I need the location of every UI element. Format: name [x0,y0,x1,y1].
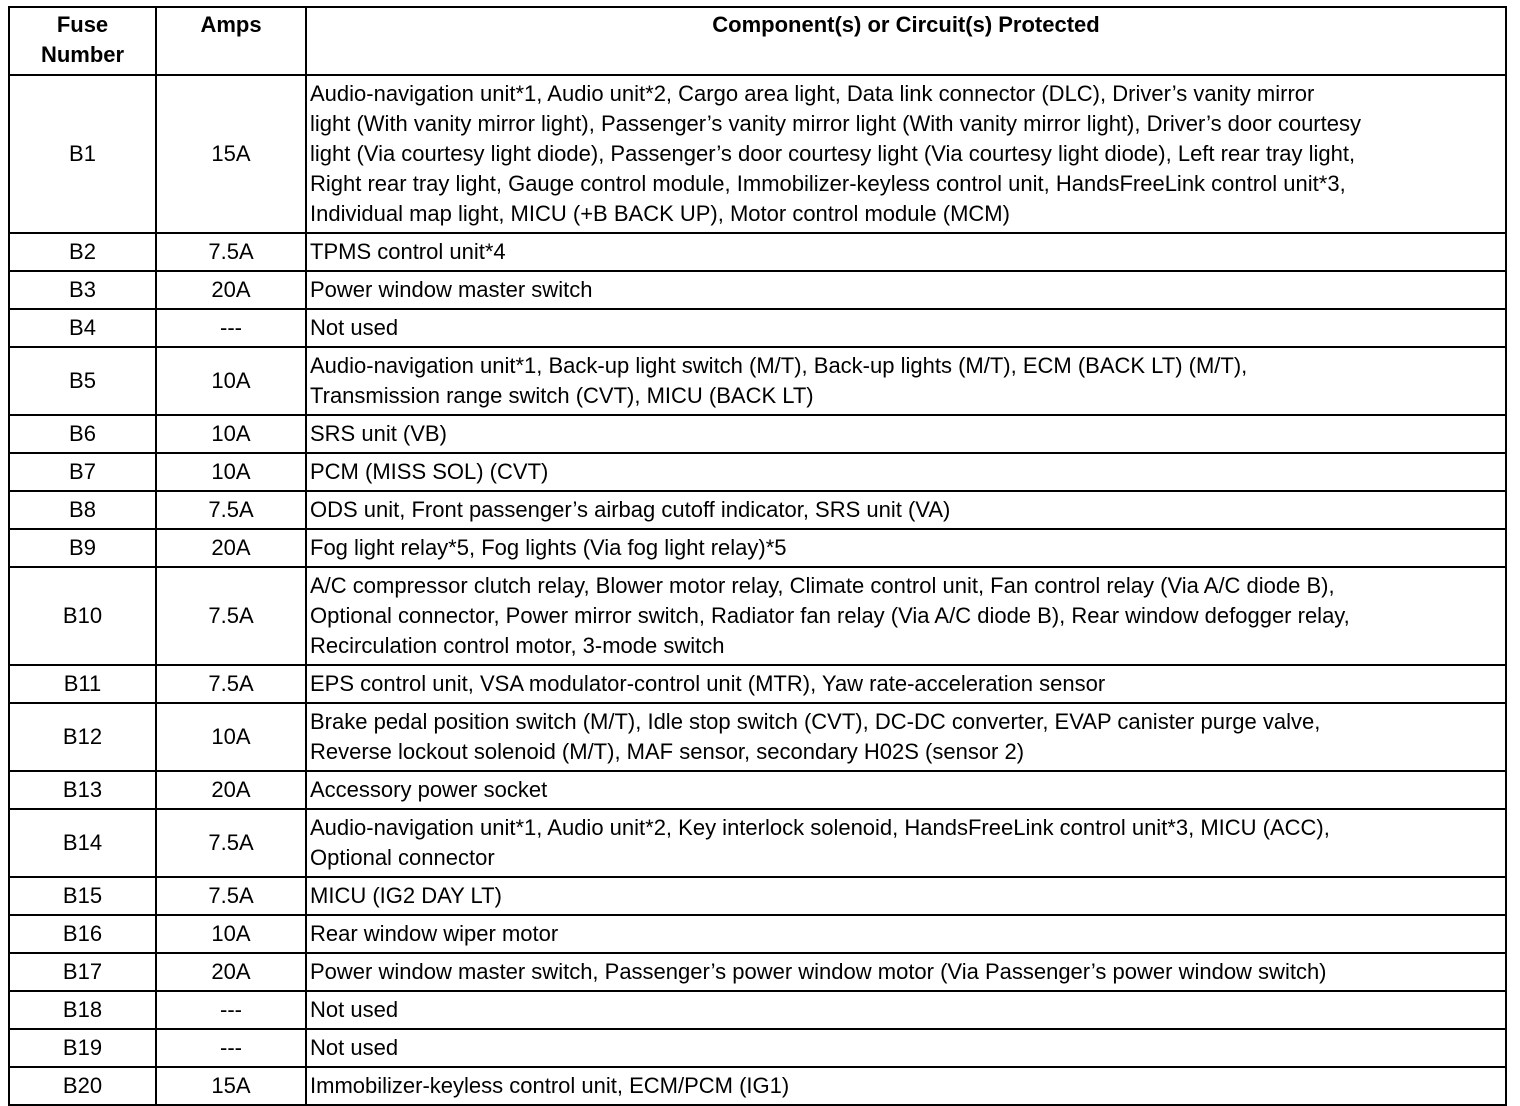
components-cell: ODS unit, Front passenger’s airbag cutoff indicator, SRS unit (VA) [306,491,1506,529]
components-cell: Power window master switch [306,271,1506,309]
components-cell: Not used [306,309,1506,347]
components-cell: A/C compressor clutch relay, Blower motor relay, Climate control unit, Fan control relay (Via A/C diode B), Optional connector, Power mirror switch, Radiator fan relay (Via A/C diode B), Rear window defogger relay, Recirculation control motor, 3-mode switch [306,567,1506,665]
components-cell: Immobilizer-keyless control unit, ECM/PCM (IG1) [306,1067,1506,1105]
amps-cell: 7.5A [156,809,306,877]
components-cell: Not used [306,1029,1506,1067]
header-components: Component(s) or Circuit(s) Protected [306,7,1506,75]
fuse-number-cell: B1 [9,75,156,233]
components-cell: Accessory power socket [306,771,1506,809]
table-row [9,453,1506,491]
components-cell: Audio-navigation unit*1, Back-up light switch (M/T), Back-up lights (M/T), ECM (BACK LT) (M/T), Transmission range switch (CVT), MICU (BACK LT) [306,347,1506,415]
components-cell: MICU (IG2 DAY LT) [306,877,1506,915]
table-row [9,233,1506,271]
components-cell: Brake pedal position switch (M/T), Idle stop switch (CVT), DC-DC converter, EVAP canister purge valve, Reverse lockout solenoid (M/T), MAF sensor, secondary H02S (sensor 2) [306,703,1506,771]
amps-cell: 10A [156,453,306,491]
table-row [9,771,1506,809]
table-row [9,491,1506,529]
table-header [9,7,1506,75]
amps-cell: 7.5A [156,665,306,703]
amps-cell: --- [156,1029,306,1067]
fuse-number-cell: B6 [9,415,156,453]
header-fuse-number: Fuse Number [9,7,156,75]
fuse-number-cell: B5 [9,347,156,415]
fuse-number-cell: B2 [9,233,156,271]
amps-cell: 20A [156,271,306,309]
table-row [9,271,1506,309]
components-cell: Audio-navigation unit*1, Audio unit*2, Key interlock solenoid, HandsFreeLink control unit*3, MICU (ACC), Optional connector [306,809,1506,877]
table-row [9,991,1506,1029]
table-row [9,1029,1506,1067]
amps-cell: 7.5A [156,877,306,915]
fuse-number-cell: B17 [9,953,156,991]
fuse-table [8,6,1507,1106]
table-row [9,665,1506,703]
fuse-number-cell: B18 [9,991,156,1029]
amps-cell: 15A [156,1067,306,1105]
table-row [9,953,1506,991]
components-cell: Power window master switch, Passenger’s power window motor (Via Passenger’s power window switch) [306,953,1506,991]
amps-cell: 10A [156,415,306,453]
table-row [9,75,1506,233]
fuse-number-cell: B7 [9,453,156,491]
components-cell: Fog light relay*5, Fog lights (Via fog light relay)*5 [306,529,1506,567]
fuse-number-cell: B9 [9,529,156,567]
components-cell: SRS unit (VB) [306,415,1506,453]
amps-cell: 20A [156,771,306,809]
header-row [9,7,1506,75]
table-body [9,75,1506,1105]
amps-cell: --- [156,309,306,347]
amps-cell: 7.5A [156,233,306,271]
amps-cell: 10A [156,703,306,771]
components-cell: TPMS control unit*4 [306,233,1506,271]
amps-cell: 20A [156,953,306,991]
amps-cell: 10A [156,347,306,415]
fuse-number-cell: B10 [9,567,156,665]
table-row [9,877,1506,915]
components-cell: EPS control unit, VSA modulator-control unit (MTR), Yaw rate-acceleration sensor [306,665,1506,703]
header-amps: Amps [156,7,306,75]
fuse-number-cell: B20 [9,1067,156,1105]
amps-cell: 7.5A [156,567,306,665]
table-row [9,529,1506,567]
amps-cell: 20A [156,529,306,567]
fuse-number-cell: B16 [9,915,156,953]
fuse-number-cell: B15 [9,877,156,915]
amps-cell: 10A [156,915,306,953]
components-cell: Audio-navigation unit*1, Audio unit*2, Cargo area light, Data link connector (DLC), Driver’s vanity mirror light (With vanity mirror light), Passenger’s vanity mirror light (With vanity mirror light), Driver’s door courtesy light (Via courtesy light diode), Passenger’s door courtesy light (Via courtesy light diode), Left rear tray light, Right rear tray light, Gauge control module, Immobilizer-keyless control unit, HandsFreeLink control unit*3, Individual map light, MICU (+B BACK UP), Motor control module (MCM) [306,75,1506,233]
amps-cell: 7.5A [156,491,306,529]
table-row [9,809,1506,877]
components-cell: Rear window wiper motor [306,915,1506,953]
table-row [9,309,1506,347]
fuse-number-cell: B12 [9,703,156,771]
fuse-number-cell: B8 [9,491,156,529]
fuse-number-cell: B11 [9,665,156,703]
table-row [9,415,1506,453]
amps-cell: --- [156,991,306,1029]
fuse-number-cell: B3 [9,271,156,309]
table-row [9,703,1506,771]
components-cell: PCM (MISS SOL) (CVT) [306,453,1506,491]
fuse-number-cell: B14 [9,809,156,877]
amps-cell: 15A [156,75,306,233]
table-row [9,915,1506,953]
fuse-number-cell: B19 [9,1029,156,1067]
fuse-number-cell: B4 [9,309,156,347]
table-row [9,347,1506,415]
components-cell: Not used [306,991,1506,1029]
table-row [9,567,1506,665]
fuse-number-cell: B13 [9,771,156,809]
table-row [9,1067,1506,1105]
